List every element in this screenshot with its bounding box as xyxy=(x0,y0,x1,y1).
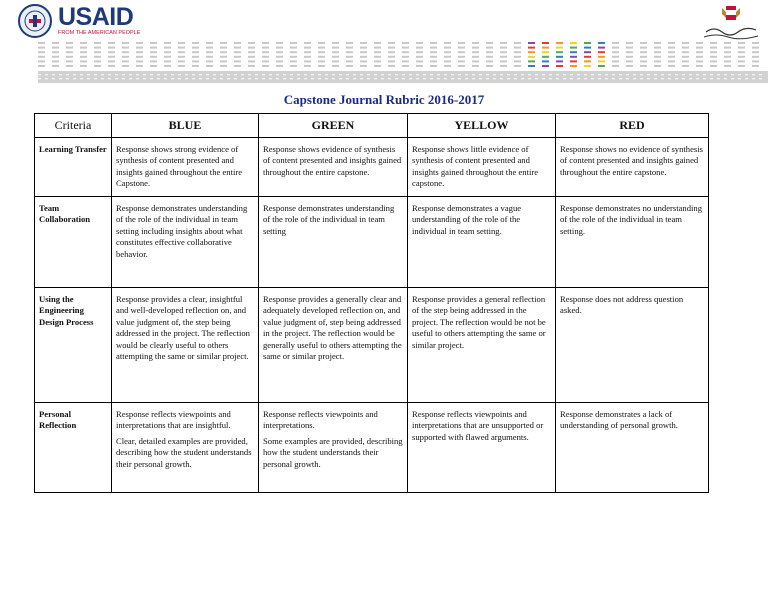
descriptor-text: Response provides a clear, insightful and well-developed reflection on, and value judgment of, the step being addressed in the project. The reflection would be clearly useful to others attempting the same or similar project. xyxy=(116,294,250,362)
criteria-cell: Using the Engineering Design Process xyxy=(35,288,112,403)
yellow-level-cell xyxy=(408,288,556,403)
header-blue: BLUE xyxy=(112,114,259,138)
green-level-cell xyxy=(259,288,408,403)
yellow-level-cell xyxy=(408,403,556,493)
rubric-row xyxy=(35,197,709,288)
descriptor-text: Response reflects viewpoints and interpretations that are insightful. xyxy=(116,409,231,431)
rubric-body xyxy=(35,138,709,493)
decorative-dash-pattern xyxy=(38,40,768,70)
decorative-stripe-pattern xyxy=(38,71,768,83)
descriptor-text: Response provides a general reflection of the step being addressed in the project. The reflection would be not be useful to others attempting the same or similar project. xyxy=(412,294,546,350)
egypt-eagle-emblem-icon xyxy=(700,2,762,42)
red-level-cell xyxy=(556,403,709,493)
descriptor-text: Response demonstrates understanding of the role of the individual in team setting xyxy=(263,203,395,236)
header-red: RED xyxy=(556,114,709,138)
usaid-tagline: FROM THE AMERICAN PEOPLE xyxy=(58,30,141,37)
rubric-row xyxy=(35,288,709,403)
header-criteria: Criteria xyxy=(35,114,112,138)
document-title: Capstone Journal Rubric 2016-2017 xyxy=(283,92,485,107)
green-level-cell xyxy=(259,197,408,288)
descriptor-text: Response demonstrates a vague understanding of the role of the individual in team setting. xyxy=(412,203,522,236)
descriptor-text: Clear, detailed examples are provided, describing how the student understands their personal growth. xyxy=(116,435,252,469)
usaid-wordmark: USAID xyxy=(58,3,134,32)
descriptor-text: Response reflects viewpoints and interpretations that are unsupported or supported with flawed arguments. xyxy=(412,409,544,442)
descriptor-text: Response demonstrates understanding of the role of the individual in team setting including insights about what constitutes effective collaborative behavior. xyxy=(116,203,248,259)
rubric-table xyxy=(34,113,709,493)
blue-level-cell xyxy=(112,403,259,493)
yellow-level-cell xyxy=(408,138,556,197)
criteria-cell: Learning Transfer xyxy=(35,138,112,197)
rubric-row xyxy=(35,138,709,197)
blue-level-cell xyxy=(112,197,259,288)
blue-level-cell xyxy=(112,288,259,403)
descriptor-text: Response shows little evidence of synthesis of content presented and insights gained throughout the entire capstone. xyxy=(412,144,539,189)
rubric-header-row xyxy=(35,114,709,138)
header-yellow: YELLOW xyxy=(408,114,556,138)
red-level-cell xyxy=(556,138,709,197)
green-level-cell xyxy=(259,138,408,197)
rubric-row xyxy=(35,403,709,493)
descriptor-text: Response demonstrates no understanding of the role of the individual in team setting. xyxy=(560,203,703,236)
descriptor-text: Response shows strong evidence of synthesis of content presented and insights gained throughout the entire Capstone. xyxy=(116,144,243,189)
usaid-logo xyxy=(18,4,140,38)
red-level-cell xyxy=(556,197,709,288)
descriptor-text: Response reflects viewpoints and interpretations. xyxy=(263,409,378,431)
page-header xyxy=(0,0,768,88)
descriptor-text: Response shows evidence of synthesis of content presented and insights gained throughout the entire capstone. xyxy=(263,144,402,177)
criteria-cell: Team Collaboration xyxy=(35,197,112,288)
header-green: GREEN xyxy=(259,114,408,138)
red-level-cell xyxy=(556,288,709,403)
descriptor-text: Some examples are provided, describing how the student understands their personal growth. xyxy=(263,435,403,469)
blue-level-cell xyxy=(112,138,259,197)
descriptor-text: Response demonstrates a lack of understanding of personal growth. xyxy=(560,409,678,431)
descriptor-text: Response does not address question asked. xyxy=(560,294,684,316)
usaid-seal-icon xyxy=(18,4,52,38)
descriptor-text: Response shows no evidence of synthesis of content presented and insights gained throughout the entire capstone. xyxy=(560,144,703,177)
criteria-cell: Personal Reflection xyxy=(35,403,112,493)
descriptor-text: Response provides a generally clear and adequately developed reflection on, and value judgment of, step being addressed in the project. The reflection would be generally useful to others attempting the same or similar project. xyxy=(263,294,402,362)
yellow-level-cell xyxy=(408,197,556,288)
green-level-cell xyxy=(259,403,408,493)
